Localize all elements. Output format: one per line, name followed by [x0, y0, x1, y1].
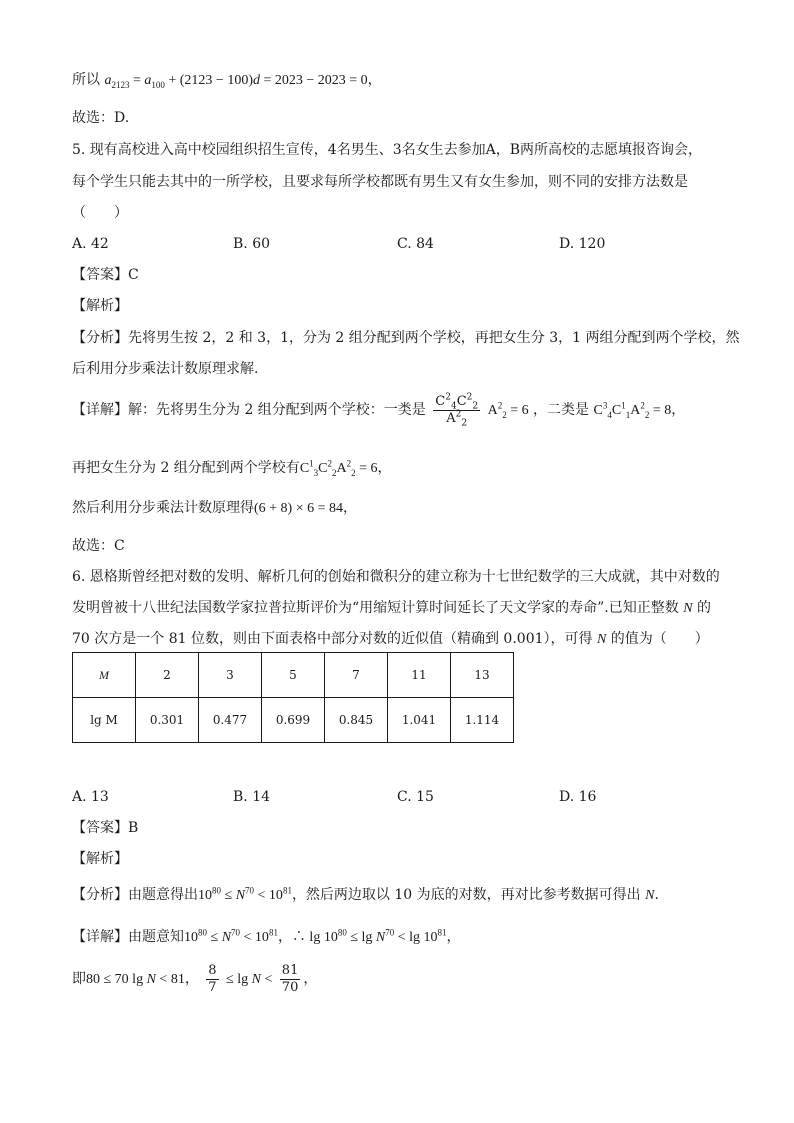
q6-option-a: A. 13 — [72, 789, 109, 805]
q5-detail-3: 然后利用分步乘法计数原理得(6 + 8) × 6 = 84， — [72, 500, 358, 516]
fraction-8-7: $\frac{8}{7}$ — [208, 962, 217, 995]
formula-a22-6: $A^2_2 = 6$ — [487, 400, 529, 420]
table-cell: 0.477 — [199, 698, 262, 743]
q6-answer: 【答案】B — [72, 820, 139, 836]
formula-c13c22a22: $C^1_3C^2_2A^2_2 = 6$ — [299, 458, 378, 478]
q5-detail-1: 【详解】解：先将男生分为 2 组分配到两个学校：一类是 $\frac{C^2_4C^2_2}{A^2_2}$ $A^2_2 = 6$ ，二类是 $C^3_4C^1_1A^2_2 = 8$， — [72, 392, 686, 429]
q6-stem-2: 发明曾被十八世纪法国数学家拉普拉斯评价为“用缩短计算时间延长了天文学家的寿命”.已知正整数 N 的 — [72, 600, 712, 616]
line-1: 所以 $a_{2123} = a_{100} + (2123 - 100)d = 2023 - 2023 = 0$， — [72, 72, 382, 90]
q6-option-d: D. 16 — [559, 789, 597, 805]
table-head-m: M — [73, 653, 136, 698]
q6-jiexi: 【解析】 — [72, 851, 128, 867]
table-cell: 1.114 — [451, 698, 514, 743]
q6-option-b: B. 14 — [233, 789, 271, 805]
formula-log-range: $10^{80} \le N^{70} < 10^{81}$，∴ $\lg 10^{80} \le \lg N^{70} < \lg 10^{81}$ — [184, 927, 447, 945]
formula-6-8-6: (6 + 8) × 6 = 84 — [254, 501, 344, 516]
table-row — [73, 698, 514, 743]
table-cell: 7 — [325, 653, 388, 698]
table-cell: 11 — [388, 653, 451, 698]
formula-c34c11a22: $C^3_4C^1_1A^2_2 = 8$ — [593, 400, 672, 420]
q5-stem-2: 每个学生只能去其中的一所学校，且要求每所学校都既有男生又有女生参加，则不同的安排方法数是 — [72, 174, 688, 190]
formula-range: $10^{80} \le N^{70} < 10^{81}$ — [198, 885, 292, 903]
q5-pick: 故选：C — [72, 538, 125, 554]
table-cell: 3 — [199, 653, 262, 698]
table-cell: 2 — [136, 653, 199, 698]
fraction-c42c22-a22: $\frac{C^2_4C^2_2}{A^2_2}$ — [435, 392, 479, 429]
line-2: 故选：D. — [72, 110, 130, 126]
q6-detail-2: 即80 ≤ 70 lg N < 81， $\frac{8}{7}$ ≤ lg N < $\frac{81}{70}$ ， — [72, 962, 318, 995]
q5-analysis-2: 后利用分步乘法计数原理求解. — [72, 361, 259, 377]
q5-analysis-1: 【分析】先将男生按 2，2 和 3，1，分为 2 组分配到两个学校，再把女生分 3，1 两组分配到两个学校，然 — [72, 330, 740, 346]
table-head-lgm: lg M — [73, 698, 136, 743]
q5-stem-1: 5. 现有高校进入高中校园组织招生宣传，4名男生、3名女生去参加A，B两所高校的志愿填报咨询会， — [72, 142, 703, 158]
q6-option-c: C. 15 — [397, 789, 434, 805]
table-row — [73, 653, 514, 698]
q5-option-c: C. 84 — [397, 236, 434, 252]
q5-detail-2: 再把女生分为 2 组分配到两个学校有$C^1_3C^2_2A^2_2 = 6$， — [72, 458, 392, 478]
fraction-81-70: $\frac{81}{70}$ — [281, 962, 299, 995]
formula-a2123: $a_{2123} = a_{100} + (2123 - 100)d = 2023 - 2023 = 0$ — [104, 73, 368, 90]
q5-option-b: B. 60 — [233, 236, 271, 252]
table-cell: 0.699 — [262, 698, 325, 743]
table-cell: 1.041 — [388, 698, 451, 743]
q6-detail-1: 【详解】由题意知$10^{80} \le N^{70} < 10^{81}$，∴ $\lg 10^{80} \le \lg N^{70} < \lg 10^{81}$， — [72, 927, 461, 945]
log-table — [72, 652, 514, 743]
q5-option-d: D. 120 — [559, 236, 606, 252]
formula-70lgn: 80 ≤ 70 lg N < 81 — [86, 972, 185, 987]
table-cell: 0.845 — [325, 698, 388, 743]
q6-analysis: 【分析】由题意得出$10^{80} \le N^{70} < 10^{81}$，然后两边取以 10 为底的对数，再对比参考数据可得出 N. — [72, 885, 659, 903]
table-cell: 0.301 — [136, 698, 199, 743]
q5-stem-3: （ ） — [72, 205, 128, 221]
q6-stem-1: 6. 恩格斯曾经把对数的发明、解析几何的创始和微积分的建立称为十七世纪数学的三大成就，其中对数的 — [72, 569, 720, 585]
table-cell: 5 — [262, 653, 325, 698]
q5-option-a: A. 42 — [72, 236, 109, 252]
q6-stem-3: 70 次方是一个 81 位数，则由下面表格中部分对数的近似值（精确到 0.001），可得 N 的值为（ ） — [72, 631, 709, 647]
table-cell: 13 — [451, 653, 514, 698]
q5-answer: 【答案】C — [72, 267, 139, 283]
q5-jiexi: 【解析】 — [72, 298, 128, 314]
